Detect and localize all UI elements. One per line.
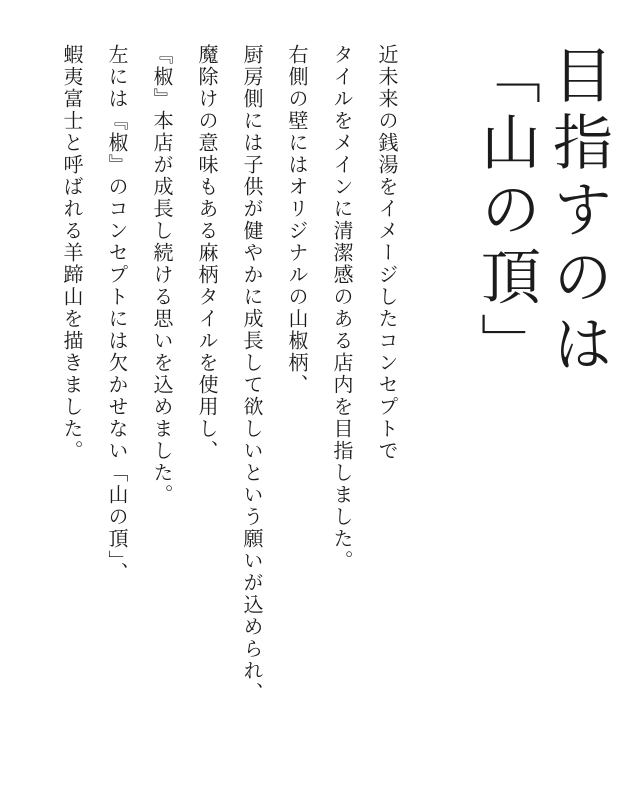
- body-line-7: 左には『椒』のコンセプトには欠かせない「山の頂」、: [105, 44, 127, 584]
- body-line-4: 厨房側には子供が健やかに成長して欲しいという願いが込められ、: [240, 44, 262, 704]
- body-line-5: 魔除けの意味もある麻柄タイルを使用し、: [195, 44, 217, 462]
- body-line-6: 『椒』本店が成長し続ける思いを込めました。: [150, 44, 172, 506]
- body-line-1: 近未来の銭湯をイメージしたコンセプトで: [375, 44, 397, 462]
- title-line-2: 「山の頂」: [473, 44, 539, 380]
- body-text: [48, 44, 408, 754]
- title-line-1: 目指すのは: [545, 44, 611, 380]
- page-title: [470, 44, 614, 754]
- body-line-3: 右側の壁にはオリジナルの山椒柄、: [285, 44, 307, 396]
- body-line-8: 蝦夷富士と呼ばれる羊蹄山を描きました。: [60, 44, 82, 462]
- body-line-2: タイルをメインに清潔感のある店内を目指しました。: [330, 44, 352, 572]
